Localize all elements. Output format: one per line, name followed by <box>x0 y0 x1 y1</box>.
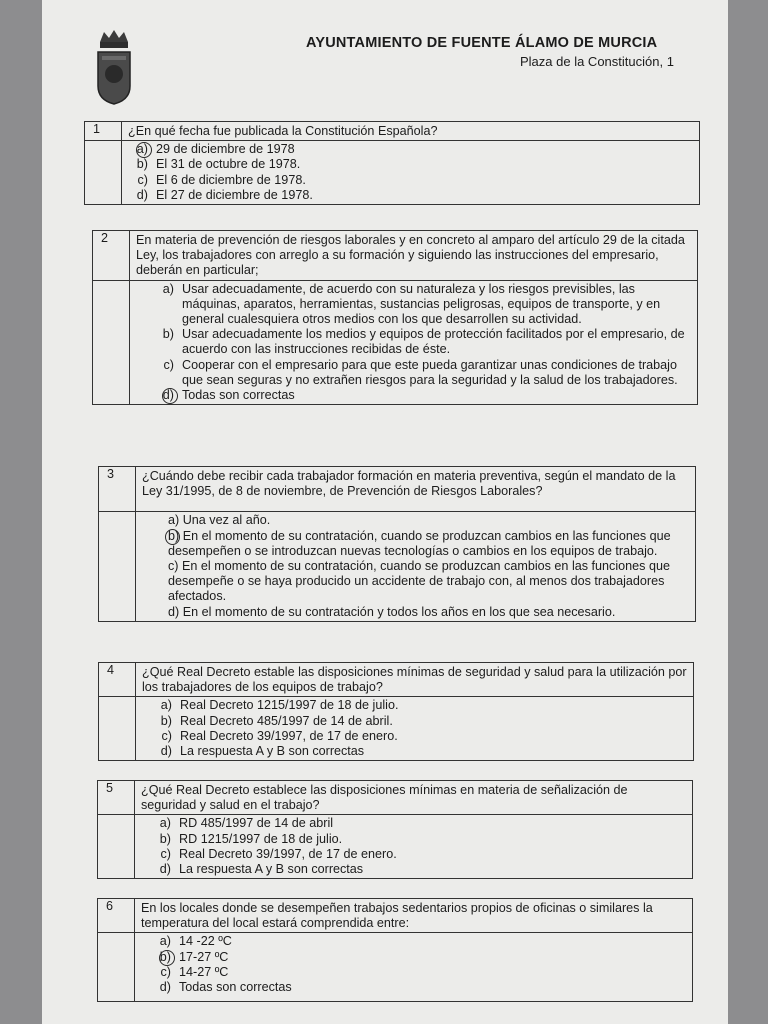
organization-address: Plaza de la Constitución, 1 <box>520 54 674 69</box>
exam-sheet <box>42 0 728 1024</box>
option-d[interactable]: d) Todas son correctas <box>159 980 292 995</box>
option-c[interactable]: c) 14-27 ºC <box>160 964 229 979</box>
options-list <box>135 815 693 879</box>
question-2 <box>92 230 698 405</box>
option-d[interactable]: d) La respuesta A y B son correctas <box>159 862 364 877</box>
options-list <box>135 933 693 1002</box>
option-c[interactable]: c) Real Decreto 39/1997, de 17 de enero. <box>161 728 398 743</box>
question-number: 6 <box>98 899 135 933</box>
selected-mark: b) <box>151 950 171 965</box>
organization-name: AYUNTAMIENTO DE FUENTE ÁLAMO DE MURCIA <box>306 35 658 51</box>
question-4 <box>98 662 694 761</box>
option-d[interactable]: d) El 27 de diciembre de 1978. <box>136 187 313 202</box>
option-b[interactable]: b) RD 1215/1997 de 18 de julio. <box>159 831 343 846</box>
question-text: ¿Cuándo debe recibir cada trabajador formación en materia preventiva, según el mandato de la Ley 31/1995, de 8 de noviembre, de Prevención de Riesgos Laborales? <box>136 467 696 512</box>
selected-mark: a) <box>128 142 148 157</box>
option-d[interactable]: d) Todas son correctas <box>154 388 691 403</box>
question-text: ¿Qué Real Decreto estable las disposiciones mínimas de seguridad y salud para la utilización por los trabajadores de los equipos de trabajo? <box>136 663 694 697</box>
coat-of-arms-icon <box>94 28 134 108</box>
option-a[interactable]: a) 14 -22 ºC <box>159 934 232 949</box>
option-b[interactable]: b) En el momento de su contratación, cuando se produzcan cambios en las funciones que desempeñen o se introduzcan nuevas tecnologías o cambios en los equipos de trabajo. <box>168 528 671 558</box>
options-list <box>130 280 698 405</box>
question-5 <box>97 780 693 879</box>
option-a[interactable]: a) Usar adecuadamente, de acuerdo con su naturaleza y los riesgos previsibles, las máquinas, aparatos, herramientas, sustancias peligrosas, equipos de transporte, y en general cualesquiera otros medios con los que desarrollen su actividad. <box>162 281 661 327</box>
option-b[interactable]: b) Real Decreto 485/1997 de 14 de abril. <box>160 713 393 728</box>
options-list <box>122 141 700 205</box>
option-c[interactable]: c) Cooperar con el empresario para que este pueda garantizar unas condiciones de trabajo que sean seguras y no extrañen riesgos para la seguridad y la salud de los trabajadores. <box>163 357 678 387</box>
question-number: 4 <box>99 663 136 697</box>
question-number: 2 <box>93 231 130 281</box>
option-c[interactable]: c) El 6 de diciembre de 1978. <box>137 172 306 187</box>
option-a[interactable]: a) Una vez al año. <box>168 513 271 528</box>
option-d[interactable]: d) En el momento de su contratación y todos los años en los que sea necesario. <box>168 604 616 619</box>
option-c[interactable]: c) Real Decreto 39/1997, de 17 de enero. <box>160 846 397 861</box>
option-d[interactable]: d) La respuesta A y B son correctas <box>160 744 365 759</box>
option-a[interactable]: a) RD 485/1997 de 14 de abril <box>159 816 334 831</box>
question-text: En los locales donde se desempeñen trabajos sedentarios propios de oficinas o similares la temperatura del local estará comprendida entre: <box>135 899 693 933</box>
question-number: 5 <box>98 781 135 815</box>
question-6 <box>97 898 693 1002</box>
question-number: 3 <box>99 467 136 512</box>
options-list <box>136 512 696 621</box>
question-text: ¿Qué Real Decreto establece las disposiciones mínimas en materia de señalización de seguridad y salud en el trabajo? <box>135 781 693 815</box>
selected-mark: d) <box>154 388 174 403</box>
question-number: 1 <box>85 122 122 141</box>
question-text: ¿En qué fecha fue publicada la Constitución Española? <box>122 122 700 141</box>
question-text: En materia de prevención de riesgos laborales y en concreto al amparo del artículo 29 de la citada Ley, los trabajadores con arreglo a su formación y siguiendo las instrucciones del empresario, deberán en particular; <box>130 231 698 281</box>
option-c[interactable]: c) En el momento de su contratación, cuando se produzcan cambios en las funciones que desempeñe o se haya producido un accidente de trabajo con, al menos dos trabajadores afectados. <box>168 559 670 604</box>
options-list <box>136 697 694 761</box>
option-b[interactable]: b) Usar adecuadamente los medios y equipos de protección facilitados por el empresario, de acuerdo con las instrucciones recibidas de éste. <box>162 327 685 357</box>
question-1 <box>84 121 700 205</box>
option-b[interactable]: b) El 31 de octubre de 1978. <box>136 157 301 172</box>
selected-mark: b) <box>168 528 180 543</box>
option-b[interactable]: b) 17-27 ºC <box>151 950 686 965</box>
option-a[interactable]: a) 29 de diciembre de 1978 <box>128 142 693 157</box>
question-3 <box>98 466 696 622</box>
option-a[interactable]: a) Real Decreto 1215/1997 de 18 de julio. <box>160 698 399 713</box>
